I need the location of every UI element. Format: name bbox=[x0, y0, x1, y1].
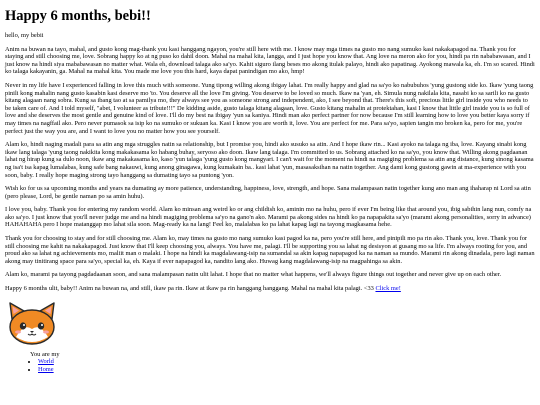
cat-icon[interactable] bbox=[6, 299, 58, 347]
cat-caption: You are my bbox=[30, 350, 60, 358]
closing-text: Happy 6 months ulit, baby!! Anim na buwan na, and still, ikaw pa rin. Ikaw at ikaw pa rin hanggang hanggang. Mahal na mahal kita palagi. <33 bbox=[5, 285, 374, 293]
paragraph-3: Alam ko, hindi naging madali para sa atin ang mga struggles natin sa relationship, but I promise you, hindi ako susuko sa atin. And I hope ikaw rin... Kasi ayoko na talaga ng iba, love. Kayang sinabi kong ikaw lang talaga 'yung taong nakikita kong makakasama ko habang buhay, seryoso ako doon. Ikaw lang talaga. I'm committed to us. Sobrang attached ko na sa'yo, you know that. Willing akong pagdaanan lahat ng hirap kung sa dulo noon, ikaw ang makakasama ko, kaso 'yun talaga 'yung gusto kong mangyari. I can't wait for the moment na hindi na magiging problema sa atin ang distance, kung sinong kasama ng isa't isa kapag lumalabas, kung safe bang nakauwi, kung anong ginagawa, kung kumakain ba.. kasi lahat 'yun, masasaksihan na natin together. Ang dami kong gustong gawin at ma-experience with you soon, baby. I really hope maging strong tayo hanggang sa dumating tayo sa puntong 'yon. bbox=[5, 141, 534, 179]
paragraph-5: I love you, baby. Thank you for entering my random world. Alam ko minsan ang weird ko or ang childish ko, aminin mo na huhu, pero if ever I'm being like that around you, ibig sabihin lang nun, comfy na ako sa'yo. I just know that you'll never judge me and na hindi magiging problema sa'yo na gano'n ako. Marami pa akong sides na hindi ko pa napapakita sa'yo (marami akong personalities, sorry in advance) HAHAHAHA pero I hope matanggap mo lahat sila soon. Mag-ready ka na lang! Feel ko, malalabas ko pa lahat kapag lagi na tayong magkasama hehe. bbox=[5, 206, 532, 229]
closing-paragraph bbox=[5, 285, 535, 293]
nav-item-world bbox=[38, 358, 535, 366]
nav-list bbox=[5, 358, 535, 373]
paragraph-6: Thank you for choosing to stay and for still choosing me. Alam ko, may times na gusto mo nang sumuko kasi pagod ka na, pero you're still here, and pinipili mo pa rin ako. Thank you, love. Thank you for still choosing me kahit na nakakapagod. Just know that I'll keep choosing you, always. You have me, palagi. I'll be supporting you sa lahat ng desisyon at gusang mo sa life. I'm always rooting for you, and proud ako sa lahat ng achievements mo, maliit man o malaki. I hope na hindi ka magdalawang-isip na sumandal sa akin kapag napapagod ka na naman sa mundo. Marami rin akong dinadala, pero lagi naman akong may tinitirang space para sa'yo, special ka, eh. Kaya if ever napapagod ka, nandito lang ako. Huwag kang magdalawang-isip na magpahinga sa akin. bbox=[5, 235, 535, 265]
home-link[interactable]: Home bbox=[38, 365, 54, 373]
paragraph-4: Wish ko for us sa upcoming months and years na dumating ay more patience, understanding, happiness, love, strength, and hope. Sana malampasan natin together kung ano man ang ihaharap ni Lord sa atin (pero please, Lord, be gentle naman po sa amin huhu). bbox=[5, 185, 531, 200]
paragraph-7: Alam ko, marami pa tayong pagdadaanan soon, and sana malampasan natin ulit lahat. I hope that no matter what happens, we'll always figure things out together and never give up on each other. bbox=[5, 271, 502, 279]
paragraph-2: Never in my life have I experienced falling in love this much with someone. Yung tipong willing akong ibigay lahat. I'm really happy and glad na sa'yo ko nabubuhos 'yung gustong side ko. Ikaw 'yung taong pinili kong mahalin nang gusto kasabin kasi deserve mo 'to. You deserve all the love I'm giving. You deserve to be loved so much. Ikaw na 'yan, eh. Simula nung nakilala kita, nasabi ko sa sarili ko na gusto kitang alagaan nang sobra. Kung sa ibang tao at sa pamilya mo, they always see you as someone strong and independent, ako, I see beyond that. There's this soft, precious little girl inside you who needs to be taken care of. And I told myself, "abet, I volunteer as tribute!!!" De kidding aside, gusto talaga kitang alagaan, love. Gusto kitang mahalin at protektahan, kasi I know that little girl inside you is so full of love and she deserves the most gentle and genuine kind of love. I'll do my best na ibigay 'yun sa kaniya. Hindi man ako perfect partner for now because I'm still learning how to love you better kaya sorry if may times na nagffail ako. Pero never pumasok sa isip ko na sumuko or sukuan ka. Kasi I know you are worth it, love. You are perfect for me. Para sa'yo, sapien tangin mo broken ka, pero for me, you're perfect just the way you are, and I want to love you no matter how you see yourself. bbox=[5, 81, 534, 135]
greeting: hello, my bebii bbox=[5, 32, 44, 39]
nav-item-home bbox=[38, 366, 535, 374]
world-link[interactable]: World bbox=[38, 358, 54, 366]
click-me-link[interactable]: Click me! bbox=[375, 285, 401, 293]
page-title: Happy 6 months, bebi!! bbox=[5, 8, 151, 24]
paragraph-1: Anim na buwan na tayo, mahal, and gusto kong mag-thank you kasi hanggang ngayon, you're still here with me. I know may mga times na gusto mo nang sumuko kasi nakakapagod na. Thank you for staying and still choosing me, love. Sobrang happy ko at ng puso ko dahil doon. Mahal na mahal kita, langga, and I just hope you know that. Ang love na meron ako for you, hindi pa rin nababawasan, and I just know na hindi siya mababawasan no matter what. Wala eh, download talaga ako sa'yo. Kahit siguro ilang beses mo akong itulak palayo, hindi ako papatinag. Ayokong mawala ka, eh. I'm so scared. Hindi ko talaga kakayanin, ga. Mahal na mahal kita. You made me love you this hard, kaya dapat panindigan mo ako, hmp! bbox=[5, 45, 535, 76]
